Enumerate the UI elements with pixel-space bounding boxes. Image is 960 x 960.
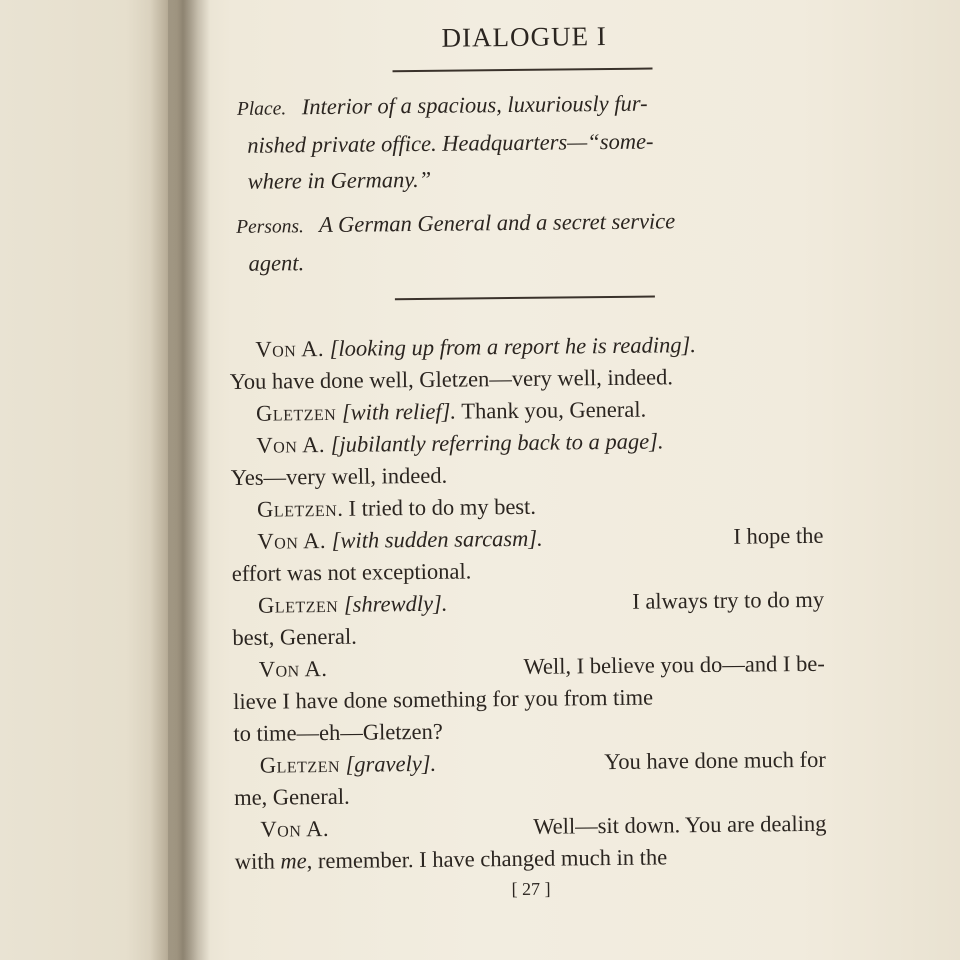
speaker-name: Gletzen: [257, 591, 339, 618]
speaker-name: Von A.: [256, 431, 326, 458]
dialogue-line: [234, 808, 826, 846]
dialogue-line: Gletzen. I tried to do my best.: [256, 493, 537, 522]
speaker-name: Gletzen: [259, 751, 341, 778]
persons-label: Persons.: [236, 216, 304, 238]
persons-line: agent.: [248, 250, 305, 276]
place-description: [227, 84, 820, 200]
dialogue-line: [232, 584, 824, 622]
speaker-name: Von A.: [258, 655, 328, 682]
page-number: [ 27 ]: [511, 878, 551, 900]
stage-direction: [looking up from a report he is reading].: [329, 332, 697, 361]
dialogue: [229, 328, 827, 878]
speaker-name: Gletzen: [256, 495, 338, 522]
section-rule: [395, 296, 655, 301]
dialogue-line: with me, remember. I have changed much in the: [234, 844, 668, 874]
speech-text: Thank you, General.: [461, 396, 647, 424]
place-line: Interior of a spacious, luxuriously fur-: [301, 90, 648, 120]
place-line: where in Germany.”: [247, 166, 432, 194]
speech-text: Well—sit down. You are dealing: [533, 810, 827, 839]
dialogue-line: to time—eh—Gletzen?: [233, 718, 443, 746]
speaker-name: Gletzen: [255, 399, 337, 426]
speaker-name: Von A.: [255, 335, 325, 362]
persons-description: [228, 202, 821, 282]
page-shadow: [168, 0, 198, 960]
speech-text: I hope the: [733, 522, 824, 549]
dialogue-line: Yes—very well, indeed.: [230, 462, 448, 490]
stage-direction: [with sudden sarcasm].: [331, 525, 543, 553]
speaker-name: Von A.: [260, 815, 330, 842]
dialogue-line: effort was not exceptional.: [231, 558, 472, 586]
place-line: nished private office. Headquarters—“some-: [247, 128, 654, 158]
stage-direction: [jubilantly referring back to a page].: [330, 428, 664, 457]
dialogue-line: [233, 648, 825, 686]
title-rule: [393, 68, 653, 73]
page-text: [226, 16, 827, 903]
speech-text: Well, I believe you do—and I be-: [523, 650, 825, 679]
dialogue-line: You have done well, Gletzen—very well, indeed.: [229, 364, 674, 394]
dialogue-line: me, General.: [233, 783, 350, 810]
persons-line: A German General and a secret service: [318, 208, 676, 238]
dialogue-line: lieve I have done something for you from time: [232, 684, 654, 714]
stage-direction: [shrewdly].: [343, 590, 448, 617]
dialogue-line: best, General.: [232, 623, 357, 650]
speech-text: I always try to do my: [632, 586, 825, 614]
speech-text: You have done much for: [604, 746, 826, 775]
dialogue-line: [234, 744, 826, 782]
speech-text: I tried to do my best.: [348, 493, 537, 521]
emphasis: me: [280, 848, 307, 874]
speaker-name: Von A.: [257, 527, 327, 554]
page-title: DIALOGUE I: [441, 21, 607, 53]
place-label: Place.: [236, 98, 287, 120]
dialogue-line: [231, 520, 823, 558]
stage-direction: [with relief].: [341, 398, 457, 425]
stage-direction: [gravely].: [345, 750, 437, 777]
